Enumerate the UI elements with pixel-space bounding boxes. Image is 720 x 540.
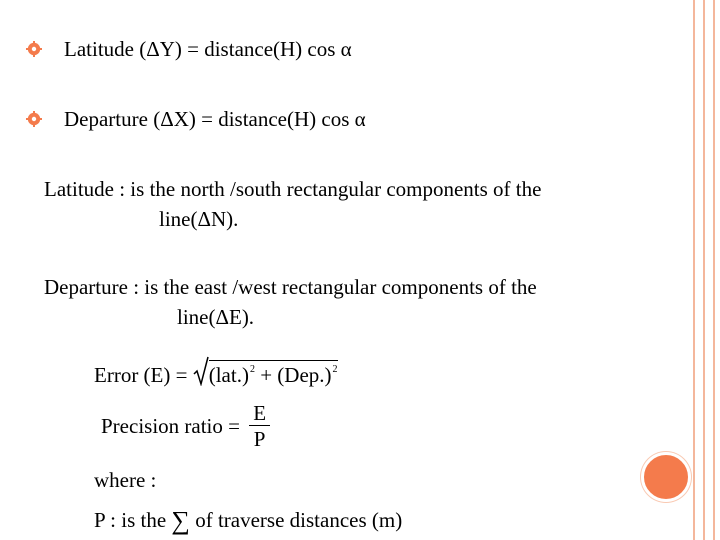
latitude-definition-line2: line(ΔN). [159,207,239,231]
decorative-line-middle [703,0,705,540]
bullet-departure [26,107,366,132]
precision-ratio-denominator: P [253,427,266,451]
precision-ratio-formula [101,401,270,452]
bullet-latitude-text: Latitude (ΔY) = distance(H) cos α [64,37,352,61]
decorative-circle [641,452,691,502]
precision-ratio-lhs: Precision ratio = [101,414,240,438]
error-formula-dep: + (Dep.) [260,363,332,387]
latitude-definition-line1: Latitude : is the north /south rectangular components of the [44,177,542,201]
decorative-line-left [693,0,695,540]
p-definition-start: P : is the [94,508,167,532]
sqrt-icon [193,362,209,388]
error-formula [94,362,338,388]
latitude-definition [44,174,541,234]
gear-bullet-icon [26,41,42,57]
bullet-latitude [26,37,352,62]
dep-exponent: 2 [332,364,338,375]
departure-definition-line1: Departure : is the east /west rectangular components of the [44,275,537,299]
departure-definition-line2: line(ΔE). [177,305,255,329]
p-definition-end: of traverse distances (m) [195,508,403,532]
error-formula-lat: (lat.) [208,363,249,387]
sqrt-radicand [209,360,338,387]
sigma-icon: ∑ [171,506,190,535]
decorative-line-right [713,0,715,540]
bullet-departure-text: Departure (ΔX) = distance(H) cos α [64,107,366,131]
precision-ratio-fraction [249,401,270,452]
error-formula-lhs: Error (E) = [94,363,188,387]
lat-exponent: 2 [249,364,255,375]
gear-bullet-icon [26,111,42,127]
precision-ratio-numerator: E [249,401,270,426]
where-label: where : [94,468,157,492]
departure-definition [44,272,537,332]
p-definition [94,506,402,536]
